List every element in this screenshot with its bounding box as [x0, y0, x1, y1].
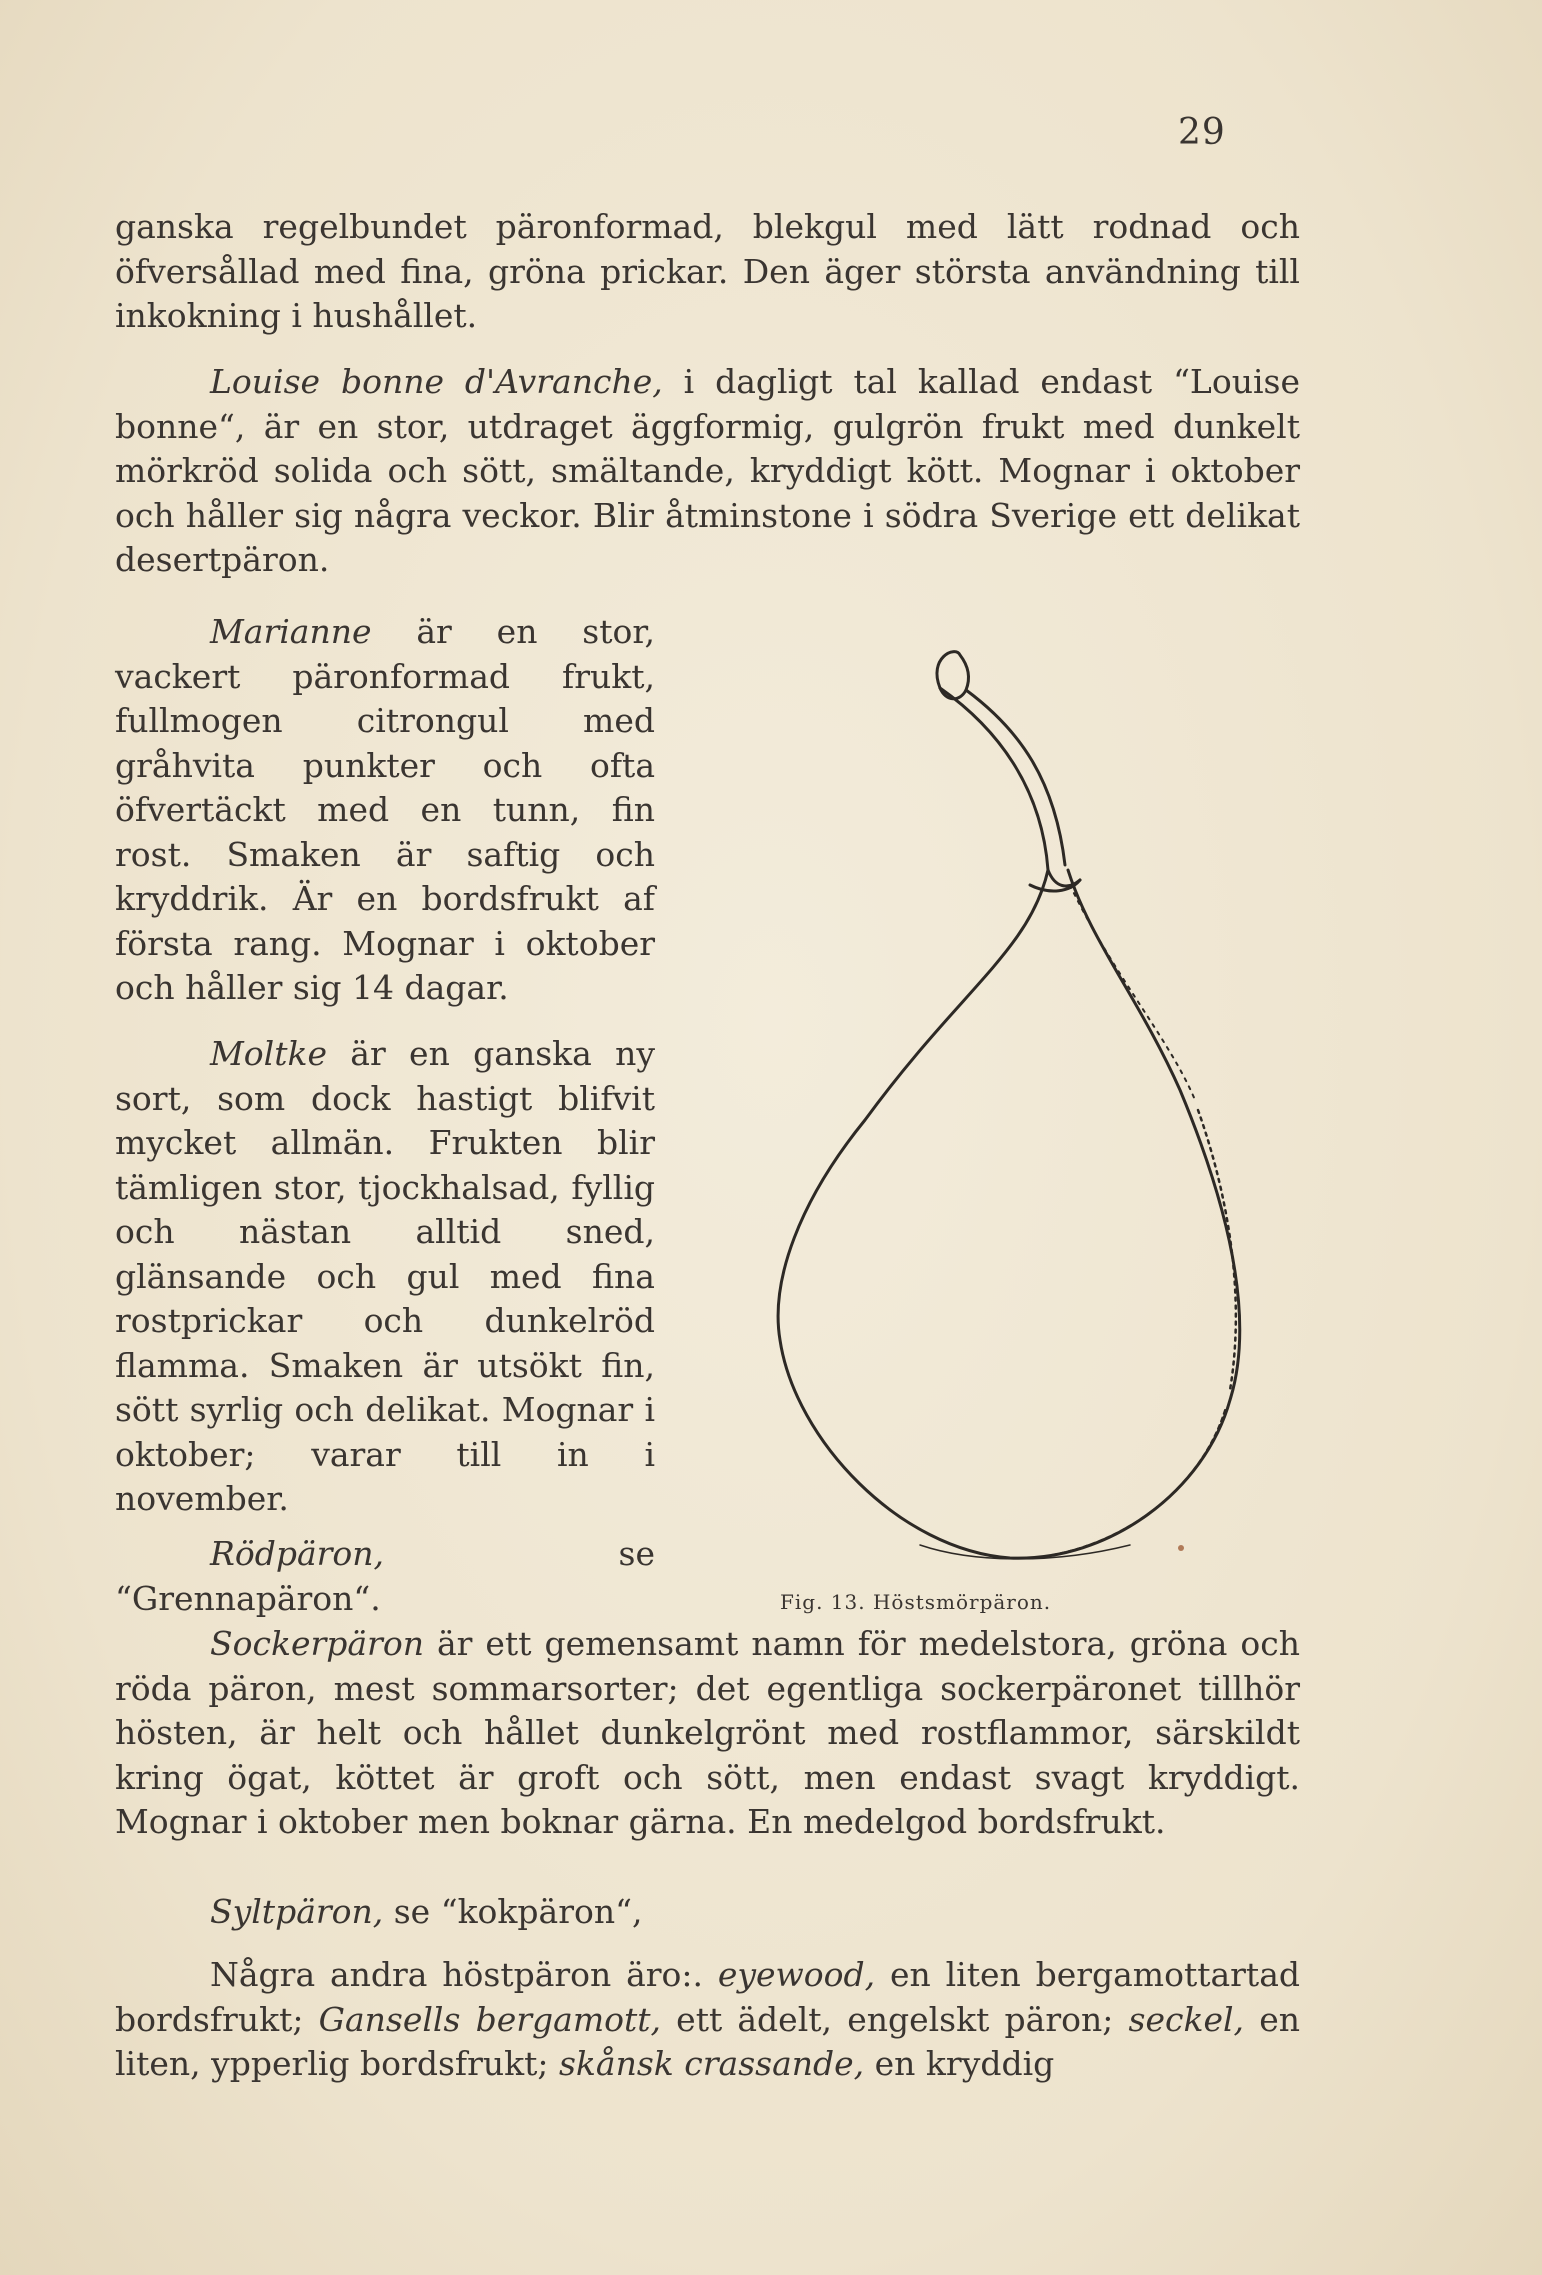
- paragraph-rodparon: [115, 1532, 655, 1621]
- calyx-dot: [1178, 1545, 1184, 1551]
- paragraph-text: se “Grennapäron“.: [115, 1534, 655, 1618]
- paragraph-continuation: [115, 205, 1300, 339]
- paragraph-syltparon: [115, 1890, 1300, 1935]
- pear-illustration: [670, 640, 1290, 1580]
- paragraph-text: en liten bergamottartad bordsfrukt;: [115, 1955, 1300, 2039]
- paragraph-text: Några andra höstpäron äro:.: [210, 1955, 718, 1994]
- variety-name: Gansells bergamott,: [318, 1999, 661, 2039]
- variety-name: Sockerpäron: [210, 1624, 424, 1663]
- variety-name: seckel,: [1128, 1999, 1245, 2039]
- paragraph-text: en kryddig: [864, 2044, 1055, 2083]
- shade-line: [1030, 1410, 1225, 1558]
- variety-name: Rödpäron,: [210, 1534, 385, 1573]
- variety-name: Syltpäron,: [210, 1892, 384, 1931]
- paragraph-text: en liten, ypperlig bordsfrukt;: [115, 1999, 1301, 2083]
- paragraph-text: i dagligt tal kallad endast “Louise bonne“, är en stor, utdraget äggformig, gulgrön frukt med dunkelt mörkröd solida och sött, smältande, kryddigt kött. Mognar i oktober och håller sig några veckor. Blir åtminstone i södra Sverige ett delikat desertpäron.: [115, 362, 1300, 579]
- variety-name: Louise bonne d'Avranche,: [210, 362, 663, 401]
- paragraph-text: är en stor, vackert päronformad frukt, fullmogen citrongul med gråhvita punkter och ofta öfvertäckt med en tunn, fin rost. Smaken är saftig och kryddrik. Är en bordsfrukt af första rang. Mognar i oktober och håller sig 14 dagar.: [115, 612, 655, 1007]
- stalk-right-edge: [966, 690, 1065, 865]
- paragraph-other-autumn-pears: [115, 1953, 1300, 2087]
- paragraph-text: ganska regelbundet päronformad, blekgul med lätt rodnad och öfversållad med fina, gröna prickar. Den äger största användning till inkokning i hushållet.: [115, 207, 1300, 335]
- paragraph-sockerparon: [115, 1622, 1300, 1845]
- paragraph-text: är ett gemensamt namn för medelstora, gröna och röda päron, mest sommarsorter; det egentliga sockerpäronet tillhör hösten, är helt och hållet dunkelgrönt med rostflammor, särskildt kring ögat, köttet är groft och sött, men endast svagt kryddigt. Mognar i oktober men boknar gärna. En medelgod bordsfrukt.: [115, 1624, 1300, 1841]
- paragraph-text: se “kokpäron“,: [383, 1892, 643, 1931]
- variety-name: Moltke: [210, 1034, 327, 1073]
- pear-body: [778, 870, 1240, 1558]
- paragraph-louise-bonne: [115, 360, 1300, 583]
- paragraph-text: ett ädelt, engelskt päron;: [661, 1999, 1129, 2039]
- paragraph-marianne: [115, 610, 655, 1011]
- stalk-end: [937, 652, 969, 699]
- variety-name: Marianne: [210, 612, 372, 651]
- variety-name: eyewood,: [717, 1955, 876, 1994]
- paragraph-text: är en ganska ny sort, som dock hastigt blifvit mycket allmän. Frukten blir tämligen stor, tjockhalsad, fyllig och nästan alltid sned, glänsande och gul med fina rostprickar och dunkelröd flamma. Smaken är utsökt fin, sött syrlig och delikat. Mognar i oktober; varar till in i november.: [115, 1034, 655, 1518]
- figure-caption: Fig. 13. Höstsmörpäron.: [780, 1590, 1052, 1614]
- paragraph-moltke: [115, 1032, 655, 1522]
- page-number: 29: [1178, 112, 1226, 153]
- variety-name: skånsk crassande,: [559, 2044, 865, 2083]
